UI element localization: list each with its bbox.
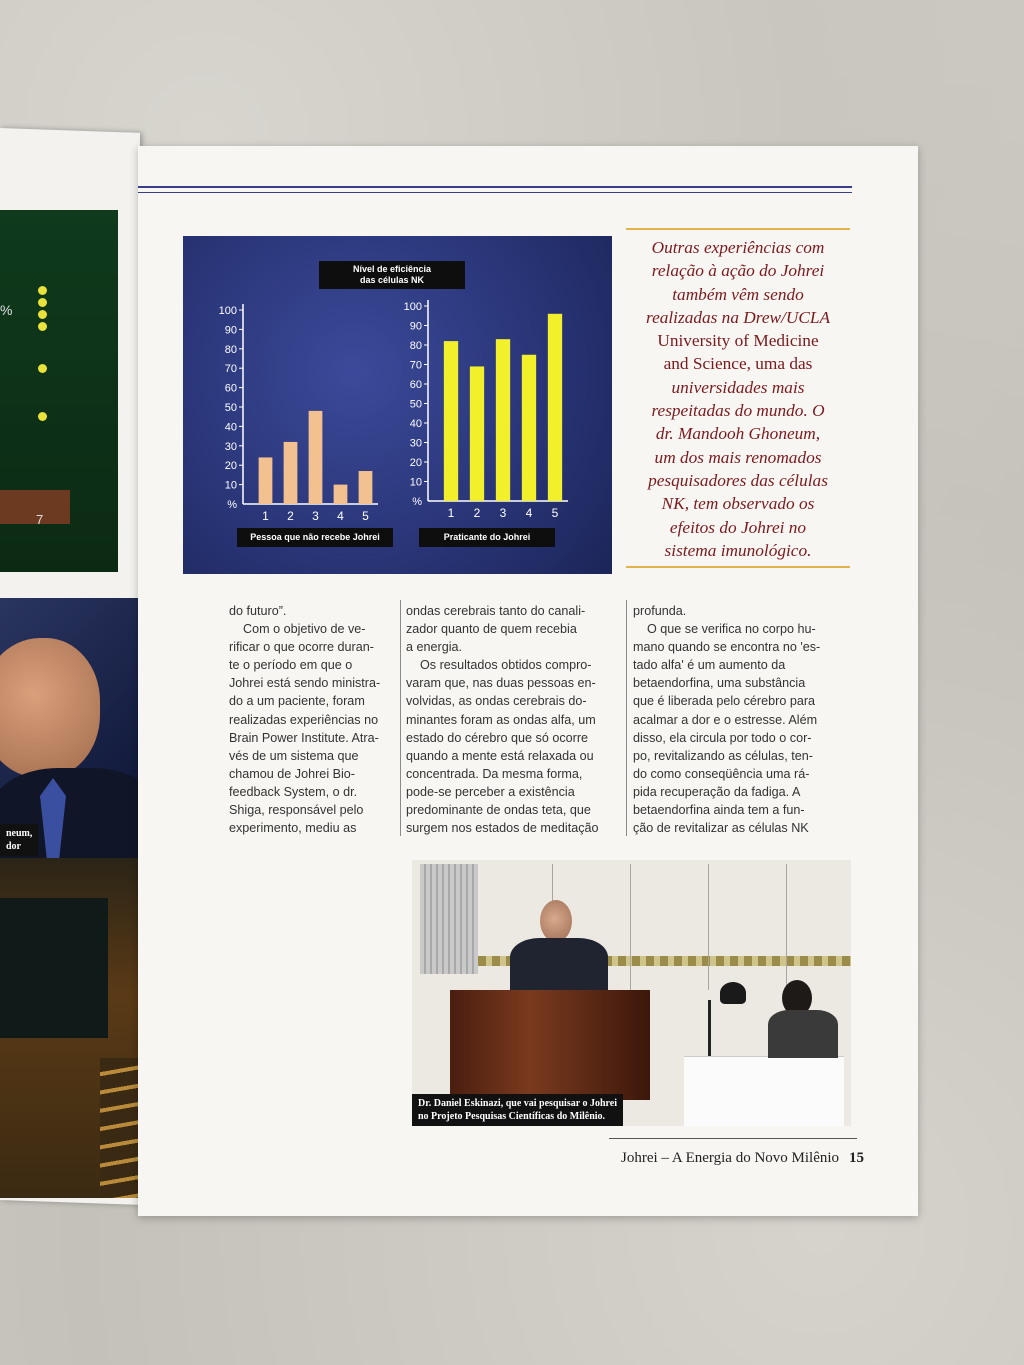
chart-fragment-bar — [0, 490, 70, 524]
y-tick-label: % — [412, 496, 422, 508]
body-text-line: Brain Power Institute. Atra- — [229, 730, 379, 745]
left-chart-label: Pessoa que não recebe Johrei — [237, 528, 393, 547]
chart-dot — [38, 364, 47, 373]
x-tick-label: 1 — [262, 509, 269, 523]
chart-dot — [38, 412, 47, 421]
y-tick-label: 40 — [224, 421, 237, 434]
body-text-line: feedback System, o dr. — [229, 784, 358, 799]
y-tick-label: 30 — [409, 437, 422, 450]
y-tick-label: 70 — [409, 359, 422, 372]
y-tick-label: 100 — [403, 301, 422, 313]
body-text-line: Com o objetivo de ve- — [243, 622, 366, 637]
chart-dot — [38, 298, 47, 307]
y-tick-label: 50 — [224, 402, 237, 414]
bar — [522, 355, 536, 501]
body-text-line: surgem nos estados de meditação — [406, 821, 599, 836]
speaker-caption — [412, 1094, 623, 1126]
body-text-line: pida recuperação da fadiga. A — [633, 784, 801, 799]
wall-panel-line — [708, 864, 709, 990]
body-text-line: Os resultados obtidos compro- — [420, 658, 592, 673]
y-tick-label: 20 — [409, 457, 422, 469]
bar — [259, 457, 273, 504]
x-tick-label: 5 — [362, 509, 369, 523]
quote-line: efeitos do Johrei no — [669, 517, 807, 537]
y-tick-label: 10 — [224, 479, 237, 492]
body-text-line: quando a mente está relaxada ou — [406, 748, 594, 763]
seated-person — [768, 980, 838, 1058]
body-text-line: volvidas, as ondas cerebrais do- — [406, 694, 587, 709]
body-text-line: pode-se perceber a existência — [406, 784, 575, 799]
body-text-line: ondas cerebrais tanto do canali- — [406, 604, 586, 618]
body-text-line: do futuro”. — [229, 604, 287, 618]
y-tick-label: 10 — [409, 476, 422, 489]
y-tick-label: 40 — [409, 418, 422, 430]
chart-dot — [38, 322, 47, 331]
body-text-line: predominante de ondas teta, que — [406, 803, 591, 818]
text-column-3 — [633, 602, 849, 837]
body-text-line: te o período em que o — [229, 658, 353, 673]
wooden-podium — [450, 990, 650, 1100]
y-tick-label: 100 — [218, 305, 237, 317]
caption-line: no Projeto Pesquisas Científicas do Milênio. — [418, 1111, 606, 1122]
window-curtain — [420, 864, 478, 974]
photo-dr-eskinazi-podium — [412, 860, 851, 1126]
x-tick-label: 2 — [287, 509, 294, 523]
pull-quote — [626, 228, 850, 570]
quote-line: University of Medicine — [657, 331, 819, 351]
bar — [548, 314, 562, 501]
speaker-person — [510, 900, 608, 1000]
body-text-line: que é liberada pelo cérebro para — [633, 694, 816, 709]
quote-line: Outras experiências com — [651, 238, 825, 257]
text-column-1 — [229, 602, 389, 837]
column-divider — [626, 600, 627, 836]
x-tick-label: 2 — [473, 506, 481, 520]
portrait-caption-fragment — [0, 824, 38, 856]
chart-dot — [38, 310, 47, 319]
y-tick-label: 80 — [224, 343, 237, 356]
lamp-stem — [708, 1000, 711, 1056]
bar — [309, 411, 323, 504]
desk-lamp — [720, 982, 746, 1004]
quote-line: dr. Mandooh Ghoneum, — [655, 424, 821, 444]
header-rule-top — [138, 186, 852, 188]
body-text-line: po, revitalizando as células, ten- — [633, 748, 813, 763]
y-tick-label: 60 — [224, 382, 237, 395]
body-text-line: experimento, mediu as — [229, 821, 357, 836]
bar — [359, 471, 373, 504]
body-text-line: Shiga, responsável pelo — [229, 803, 364, 818]
chart-dot — [38, 286, 47, 295]
x-tick-label: 3 — [499, 506, 507, 520]
header-rule-bottom — [138, 192, 852, 193]
body-text-line: vés de um sistema que — [229, 748, 359, 763]
body-text-line: betaendorfina, uma substância — [633, 676, 806, 691]
body-text-line: O que se verifica no corpo hu- — [647, 622, 816, 637]
caption-line: Dr. Daniel Eskinazi, que vai pesquisar o Johrei — [418, 1098, 618, 1109]
caption-line: neum, — [6, 828, 33, 839]
quote-line: and Science, uma das — [663, 354, 813, 374]
x-tick-label: 3 — [312, 509, 319, 523]
quote-line: sistema imunológico. — [664, 540, 812, 560]
seated-person-body — [768, 1010, 838, 1058]
caption-line: dor — [6, 841, 21, 852]
body-text-line: chamou de Johrei Bio- — [229, 766, 356, 781]
body-text-line: acalmar a dor e o estresse. Além — [633, 712, 818, 727]
body-text-line: tado alfa' é um aumento da — [633, 658, 786, 673]
hall-screen — [0, 898, 108, 1038]
quote-line: também vêm sendo — [672, 284, 804, 304]
y-tick-label: 50 — [409, 398, 422, 411]
white-table — [684, 1056, 844, 1126]
y-tick-label: 70 — [224, 363, 237, 376]
chart-fragment-percent: % — [0, 302, 13, 318]
quote-text — [626, 236, 850, 562]
quote-line: respeitadas do mundo. O — [651, 401, 825, 421]
chart-title — [319, 261, 465, 289]
quote-rule-bottom — [626, 566, 850, 568]
quote-line: um dos mais renomados — [654, 447, 822, 467]
body-text-line: betaendorfina ainda tem a fun- — [633, 803, 805, 818]
y-tick-label: 90 — [224, 324, 237, 337]
body-text-line: concentrada. Da mesma forma, — [406, 766, 583, 781]
quote-line: realizadas na Drew/UCLA — [645, 307, 831, 327]
bar — [334, 485, 348, 504]
quote-rule-top — [626, 228, 850, 230]
right-chart-label: Praticante do Johrei — [419, 528, 555, 547]
wall-panel-line — [630, 864, 631, 990]
body-text-line: do a um paciente, foram — [229, 694, 365, 709]
x-tick-label: 1 — [447, 506, 455, 520]
text-column-2 — [406, 602, 616, 837]
x-tick-label: 4 — [337, 509, 344, 523]
wall-panel-line — [786, 864, 787, 990]
page-footer — [621, 1150, 864, 1167]
y-tick-label: 80 — [409, 340, 422, 352]
x-tick-label: 4 — [525, 506, 533, 520]
quote-line: relação à ação do Johrei — [651, 261, 825, 281]
speaker-head — [540, 900, 572, 942]
column-divider — [400, 600, 401, 836]
body-text-line: profunda. — [633, 604, 687, 618]
chart-fragment-seven: 7 — [36, 512, 44, 527]
body-text-line: zador quanto de quem recebia — [406, 622, 577, 637]
body-text-line: mano quando se encontra no 'es- — [633, 640, 821, 655]
body-text-line: do como conseqüência uma rá- — [633, 766, 810, 781]
quote-line: NK, tem observado os — [661, 494, 815, 514]
body-text-line: a energia. — [406, 640, 463, 655]
body-text-line: Johrei está sendo ministra- — [229, 676, 381, 691]
bar — [444, 341, 458, 501]
body-text-line: estado do cérebro que só ocorre — [406, 730, 589, 745]
footer-title: Johrei – A Energia do Novo Milênio — [621, 1150, 840, 1166]
portrait-face — [0, 638, 100, 778]
body-text-line: rificar o que ocorre duran- — [229, 640, 374, 655]
page-number: 15 — [849, 1150, 865, 1166]
x-tick-label: 5 — [551, 506, 559, 520]
bar — [496, 339, 510, 501]
footer-rule — [609, 1138, 857, 1139]
body-text-line: ção de revitalizar as células NK — [633, 821, 809, 836]
quote-line: pesquisadores das células — [648, 470, 828, 490]
chart-title-line: Nível de eficiência — [352, 264, 432, 274]
y-tick-label: 30 — [224, 440, 237, 453]
body-text-line: minantes foram as ondas alfa, um — [406, 712, 596, 727]
chart-title-line: das células NK — [359, 275, 425, 285]
y-tick-label: % — [227, 499, 237, 511]
body-text-line: realizadas experiências no — [229, 712, 379, 727]
nk-efficiency-chart-panel — [183, 236, 612, 574]
y-tick-label: 20 — [224, 460, 237, 473]
bar — [284, 442, 298, 504]
y-tick-label: 90 — [409, 320, 422, 333]
y-tick-label: 60 — [409, 379, 422, 391]
body-text-line: disso, ela circula por todo o cor- — [633, 730, 812, 745]
left-page-chart-fragment — [0, 210, 118, 572]
body-text-line: varam que, nas duas pessoas en- — [406, 676, 596, 691]
bar — [470, 366, 484, 501]
quote-line: universidades mais — [671, 377, 805, 397]
